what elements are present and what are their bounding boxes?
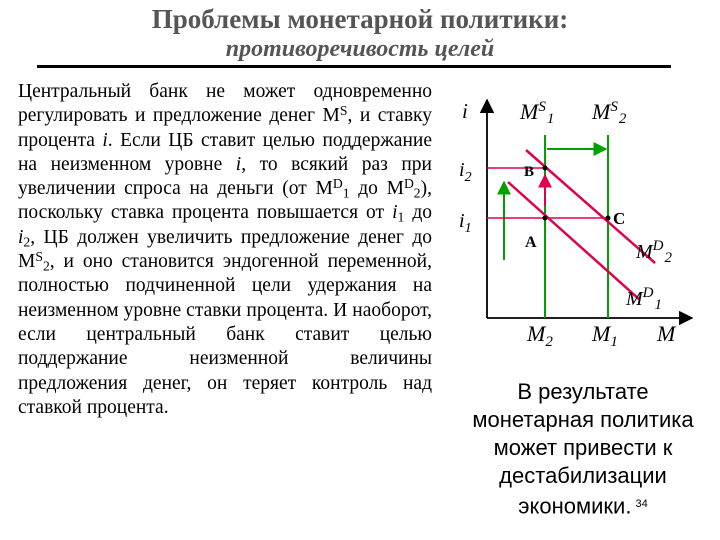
m2-label: $M_2$ <box>527 321 553 350</box>
md2-label: $M^D_2$ <box>636 238 673 266</box>
i2-label: $i_2$ <box>459 159 472 185</box>
point-b-dot <box>543 166 548 171</box>
i1-label: $i_1$ <box>459 210 472 236</box>
ms1-label: $M^S_1$ <box>520 99 555 127</box>
result-note: В результате монетарная политика может привести к дестабилизации экономики. $^{34}$ <box>472 379 694 519</box>
point-c-dot <box>606 216 611 221</box>
ms2-label: $M^S_2$ <box>592 99 627 127</box>
y-axis-label: i <box>462 99 468 123</box>
slide-title: Проблемы монетарной политики: <box>151 4 569 34</box>
x-axis-label: M <box>657 321 676 346</box>
point-c-label: C <box>613 209 626 228</box>
m1-label: $M_1$ <box>592 321 618 350</box>
body-paragraph: Центральный банк не может одновременно регулировать и предложение денег $M^S$, и ставку процента i. Если ЦБ ставит целью поддержание на неизменном уровне i, то всякий раз при увеличении спроса на деньги (от $M^D_1$ до $M^D_2$), поскольку ставка процента повышается от $i_1$ до $i_2$, ЦБ должен увеличить предложение денег до $M^S_2$, и оно становится эндогенной переменной, полностью подчиненной цели удержания на неизменном уровне ставки процента. И наоборот, если центральный банк ставит целью поддержание неизменной величины предложения денег, он теряет контроль над ставкой процента. <box>18 81 432 418</box>
page-number: 34 <box>635 498 648 510</box>
point-b-label: B <box>524 164 535 180</box>
md1-label: $M^D_1$ <box>626 285 663 313</box>
slide-subtitle: противоречивость целей <box>225 36 495 62</box>
point-a-dot <box>543 216 548 221</box>
point-a-label: A <box>525 234 537 251</box>
